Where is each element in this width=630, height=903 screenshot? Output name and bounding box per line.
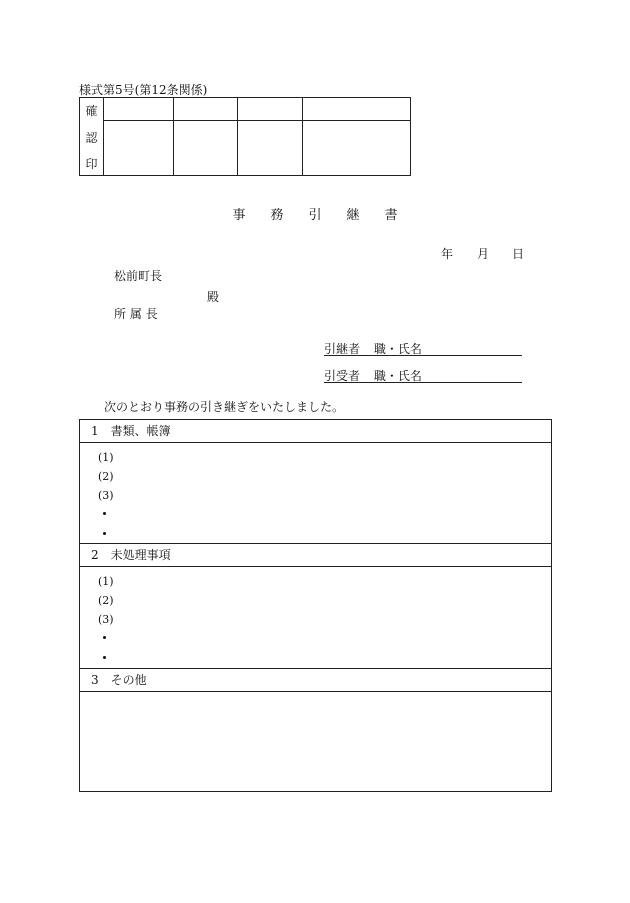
addressee-honorific: 殿 (207, 290, 220, 304)
section-header: 1 書類、帳簿 (80, 420, 551, 443)
stamp-divider (103, 98, 104, 175)
list-item: (2) (98, 594, 114, 607)
list-item: (1) (98, 451, 114, 464)
section-other (79, 669, 552, 792)
date-month: 月 (477, 247, 490, 261)
bullet-dot (103, 656, 106, 659)
stamp-label-kaku: 確 (85, 104, 98, 118)
section-header: 3 その他 (80, 669, 551, 692)
addressee-mayor: 松前町長 (114, 269, 163, 283)
list-item: (1) (98, 575, 114, 588)
signature-role: 引受者 (324, 369, 361, 383)
list-item: (3) (98, 613, 114, 626)
section-body[interactable] (80, 443, 551, 545)
signature-role: 引継者 (324, 342, 361, 356)
list-item: (3) (98, 489, 114, 502)
section-documents (79, 419, 552, 544)
document-title: 事務引継書 (232, 208, 423, 223)
bullet-dot (103, 532, 106, 535)
stamp-row-divider (103, 120, 410, 121)
stamp-label-in: 印 (85, 157, 98, 171)
confirmation-stamp-box (79, 97, 411, 176)
lead-text: 次のとおり事務の引き継ぎをいたしました。 (104, 400, 345, 414)
bullet-dot (103, 512, 106, 515)
section-unprocessed (79, 544, 552, 669)
list-item: (2) (98, 470, 114, 483)
signature-receiver[interactable] (324, 367, 522, 383)
stamp-divider (302, 98, 303, 175)
date-day: 日 (512, 247, 525, 261)
signature-field: 職・氏名 (373, 342, 422, 356)
bullet-dot (103, 636, 106, 639)
section-body[interactable] (80, 567, 551, 669)
signature-field: 職・氏名 (373, 369, 422, 383)
signature-transferor[interactable] (324, 340, 522, 356)
stamp-label-nin: 認 (85, 131, 98, 145)
stamp-divider (173, 98, 174, 175)
section-body[interactable] (80, 692, 551, 792)
form-number: 様式第5号(第12条関係) (79, 83, 208, 97)
stamp-divider (237, 98, 238, 175)
addressee-department-head: 所 属 長 (114, 307, 158, 321)
date-year: 年 (441, 247, 454, 261)
section-header: 2 未処理事項 (80, 544, 551, 567)
